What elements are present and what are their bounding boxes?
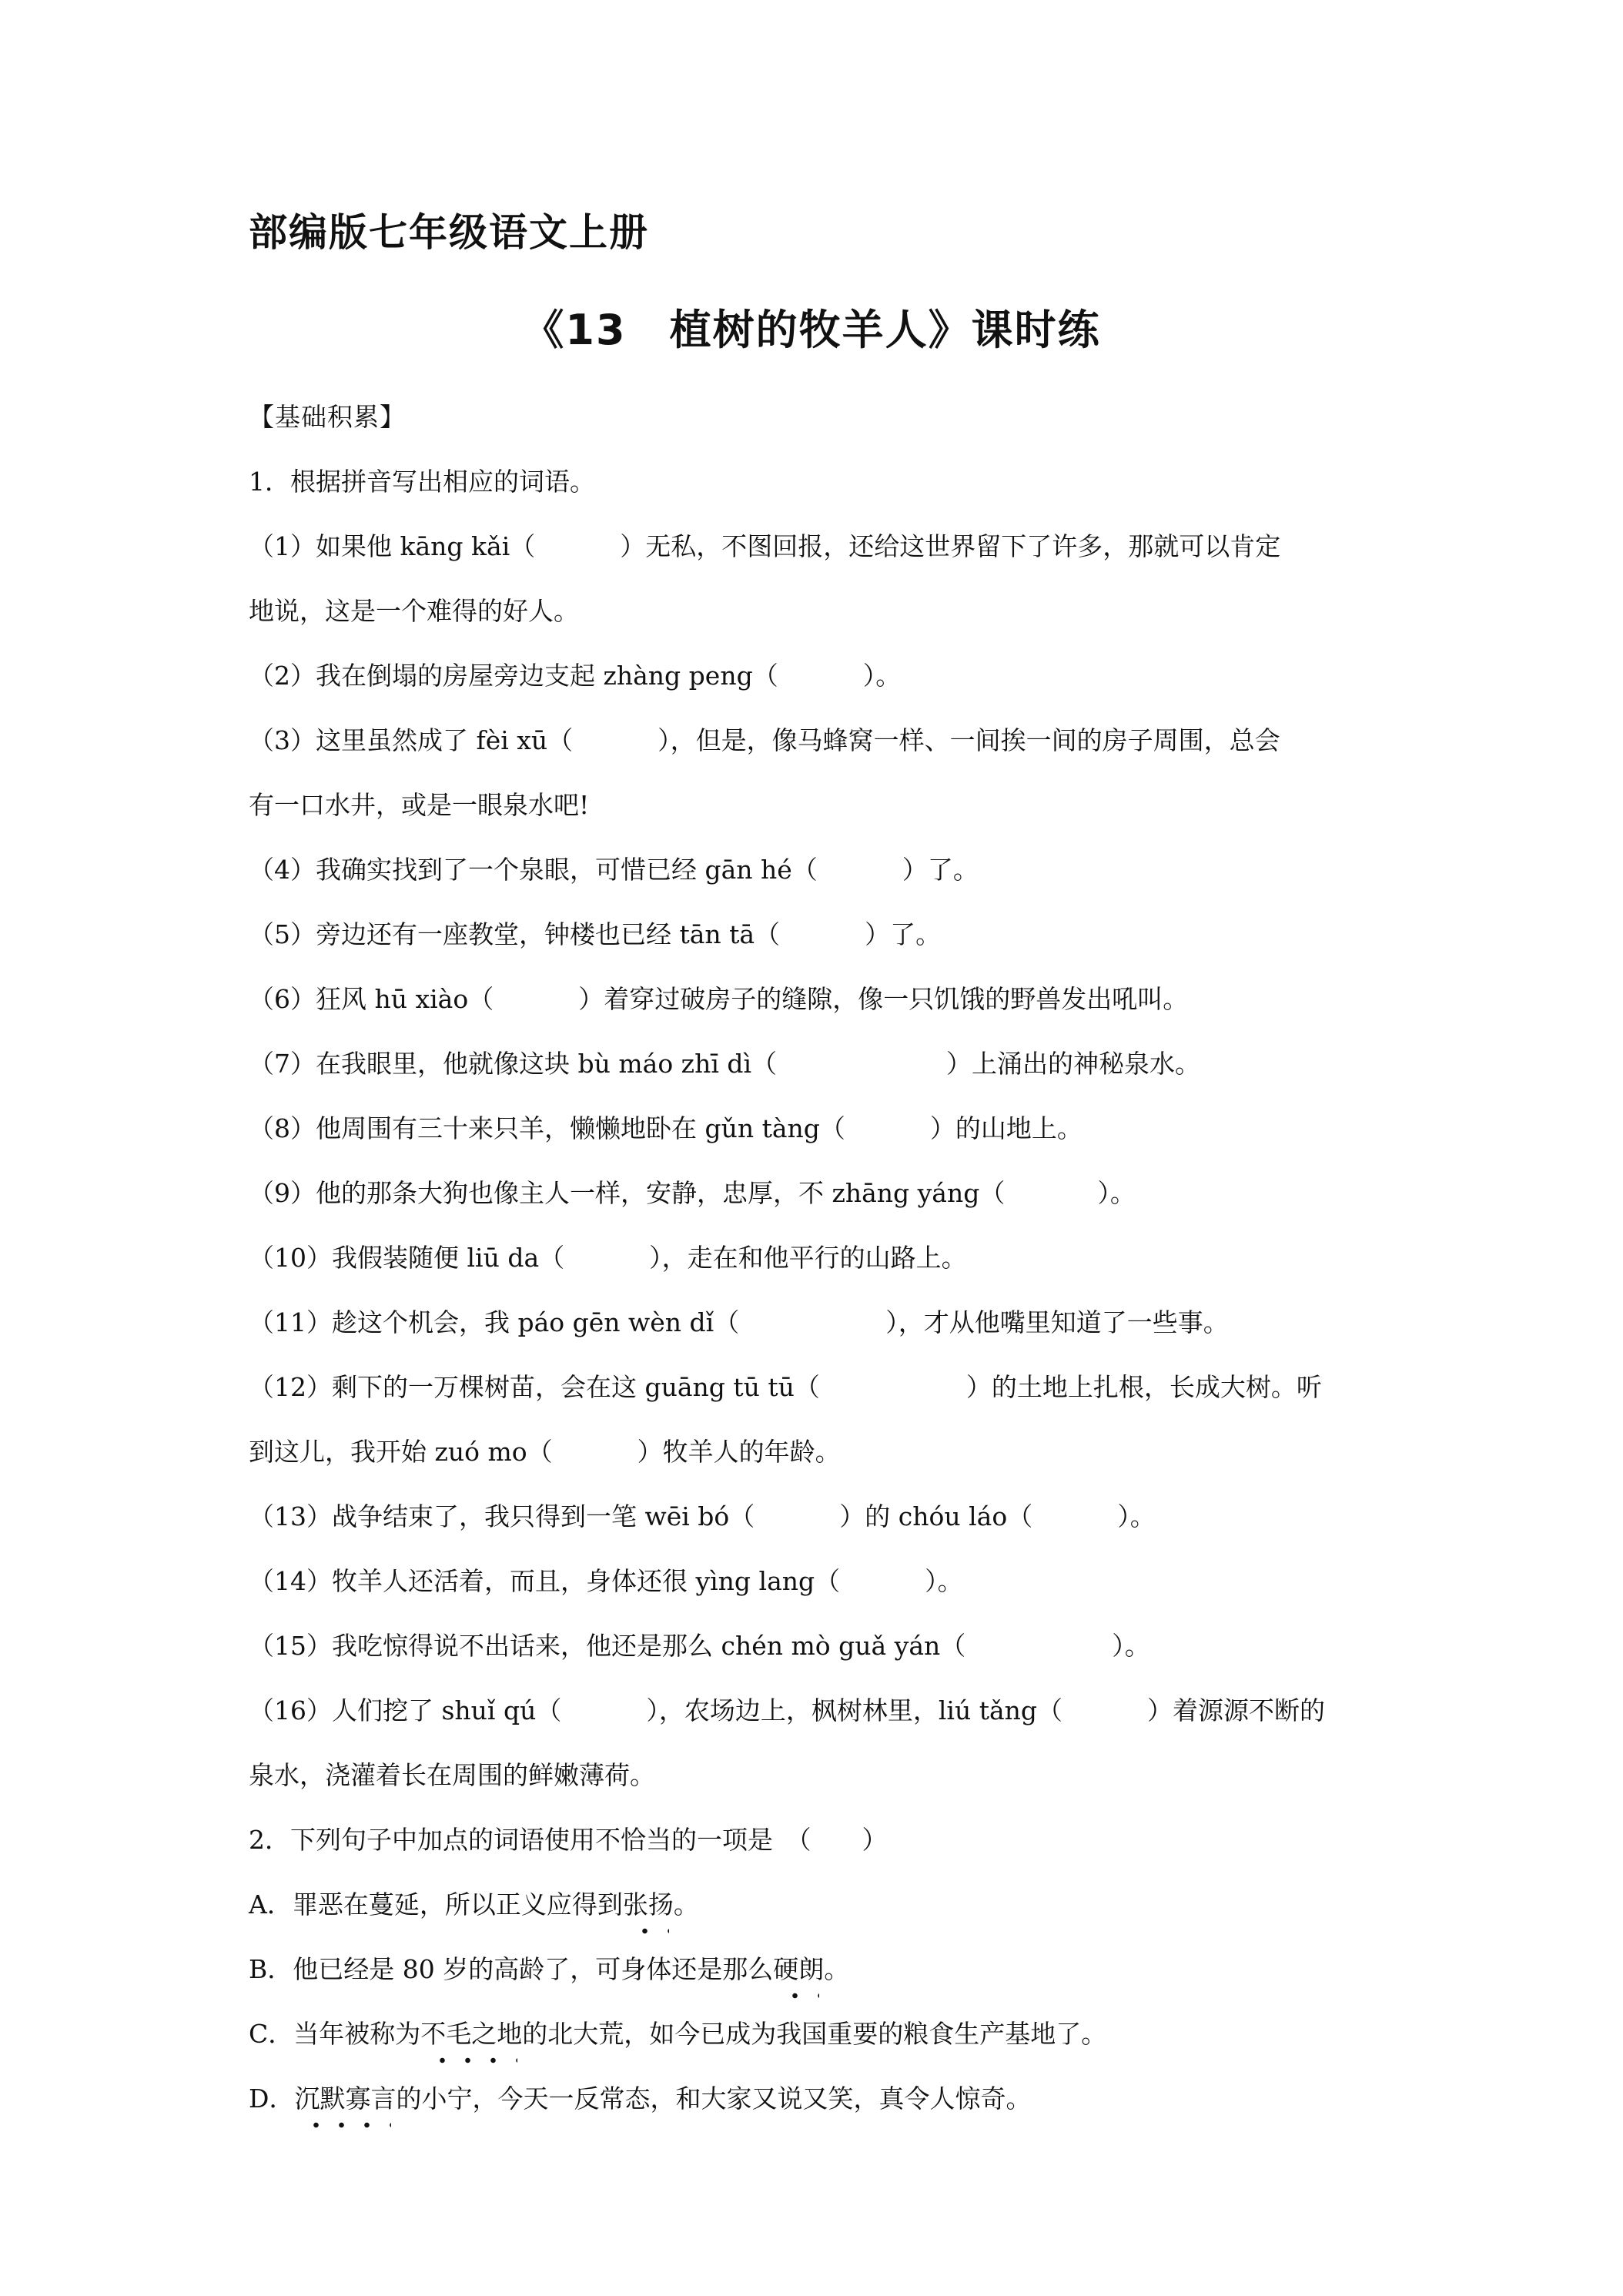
q1-item-3-continued: 有一口水井，或是一眼泉水吧! [249,790,590,820]
q1-item-16: （16）人们挖了 shuǐ qú（ ），农场边上，枫树林里，liú tǎng（ ）着源源不断的 [249,1695,1326,1725]
question-1-stem: 1．根据拼音写出相应的词语。 [249,467,595,497]
q1-item-10: （10）我假装随便 liū da（ ），走在和他平行的山路上。 [249,1243,967,1273]
dotted-word: 沉默寡言 [294,2067,396,2131]
q1-item-5: （5）旁边还有一座教堂，钟楼也已经 tān tā（ ）了。 [249,919,942,949]
q1-item-1-continued: 地说，这是一个难得的好人。 [249,596,579,626]
dotted-word: 硬朗 [773,1937,824,2002]
q1-item-3: （3）这里虽然成了 fèi xū（ ），但是，像马蜂窝一样、一间挨一间的房子周围，总会 [249,725,1280,755]
q1-item-15: （15）我吃惊得说不出话来，他还是那么 chén mò guǎ yán（ ）。 [249,1631,1150,1661]
worksheet-content [249,385,1388,2131]
q1-item-14: （14）牧羊人还活着，而且，身体还很 yìng lang（ ）。 [249,1566,963,1596]
q2-option-c: C．当年被称为不毛之地的北大荒，如今已成为我国重要的粮食生产基地了。 [249,2002,1388,2067]
q1-item-13: （13）战争结束了，我只得到一笔 wēi bó（ ）的 chóu láo（ ）。 [249,1501,1156,1531]
dotted-word: 不毛之地 [420,2002,522,2067]
q2-option-d: D．沉默寡言的小宁，今天一反常态，和大家又说又笑，真令人惊奇。 [249,2067,1388,2131]
textbook-title: 部编版七年级语文上册 [249,210,649,255]
q1-item-6: （6）狂风 hū xiào（ ）着穿过破房子的缝隙，像一只饥饿的野兽发出吼叫。 [249,984,1189,1014]
q1-item-12: （12）剩下的一万棵树苗，会在这 guāng tū tū（ ）的土地上扎根，长成大树。听 [249,1372,1322,1402]
q1-item-1: （1）如果他 kāng kǎi（ ）无私，不图回报，还给这世界留下了许多，那就可以肯定 [249,531,1281,561]
q2-option-b: B．他已经是 80 岁的高龄了，可身体还是那么硬朗。 [249,1937,1388,2002]
q1-item-11: （11）趁这个机会，我 páo gēn wèn dǐ（ ），才从他嘴里知道了一些事。 [249,1307,1229,1337]
section-tag: 【基础积累】 [249,402,406,432]
q2-option-a: A．罪恶在蔓延，所以正义应得到张扬。 [249,1873,1388,1937]
q1-item-2: （2）我在倒塌的房屋旁边支起 zhàng peng（ ）。 [249,661,902,691]
q1-item-4: （4）我确实找到了一个泉眼，可惜已经 gān hé（ ）了。 [249,855,979,885]
q1-item-9: （9）他的那条大狗也像主人一样，安静，忠厚，不 zhāng yáng（ ）。 [249,1178,1136,1208]
lesson-title: 《13 植树的牧羊人》课时练 [522,306,1101,354]
q1-item-12-continued: 到这儿，我开始 zuó mo（ ）牧羊人的年龄。 [249,1437,841,1467]
q1-item-7: （7）在我眼里，他就像这块 bù máo zhī dì（ ）上涌出的神秘泉水。 [249,1049,1201,1079]
question-2-stem: 2．下列句子中加点的词语使用不恰当的一项是 （ ） [249,1825,888,1855]
q1-item-8: （8）他周围有三十来只羊，懒懒地卧在 gǔn tàng（ ）的山地上。 [249,1113,1083,1143]
q1-item-16-continued: 泉水，浇灌着长在周围的鲜嫩薄荷。 [249,1760,655,1790]
dotted-word: 张扬 [623,1873,674,1937]
